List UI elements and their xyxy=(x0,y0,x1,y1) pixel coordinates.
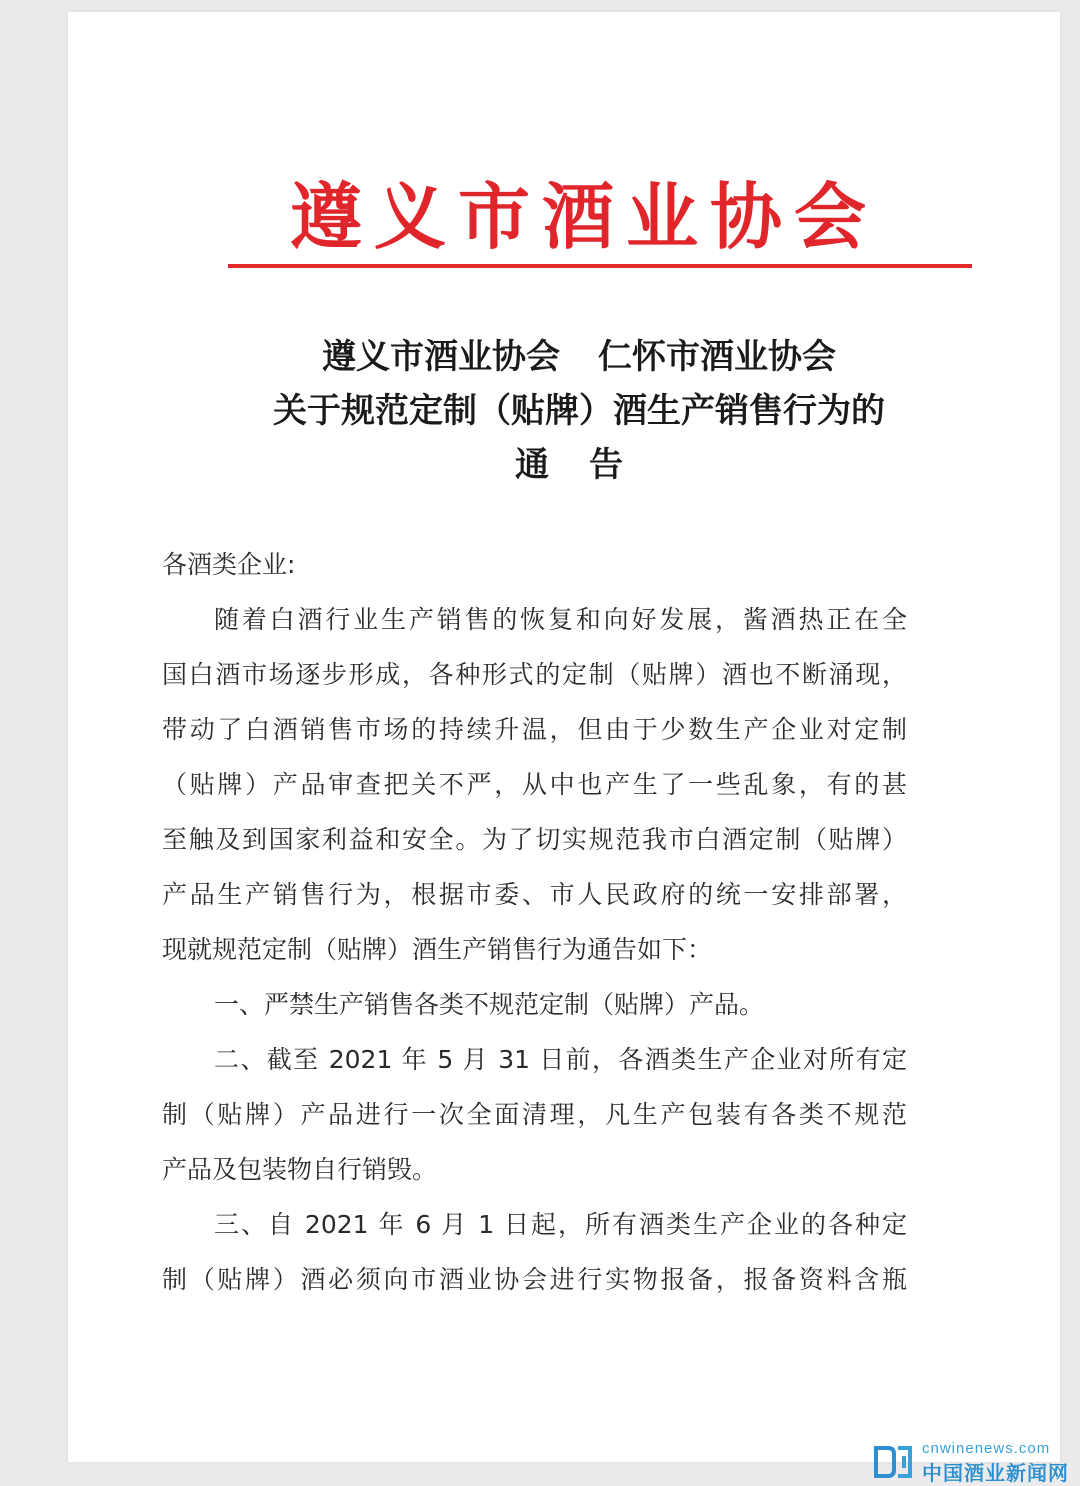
site-watermark xyxy=(872,1440,1078,1484)
notice-body xyxy=(162,545,907,1315)
body-line: 制（贴牌）酒必须向市酒业协会进行实物报备，报备资料含瓶 xyxy=(162,1265,907,1294)
body-line: 二、截至 2021 年 5 月 31 日前，各酒类生产企业对所有定 xyxy=(214,1045,907,1074)
cnwinenews-logo-icon xyxy=(872,1444,916,1480)
body-line: 三、自 2021 年 6 月 1 日起，所有酒类生产企业的各种定 xyxy=(214,1210,907,1239)
body-line: 随着白酒行业生产销售的恢复和向好发展，酱酒热正在全 xyxy=(214,605,907,634)
body-line: 制（贴牌）产品进行一次全面清理，凡生产包装有各类不规范 xyxy=(162,1100,907,1129)
body-line: 产品生产销售行为，根据市委、市人民政府的统一安排部署， xyxy=(162,880,907,909)
letterhead-red-rule xyxy=(228,264,972,268)
title-issuer-2: 仁怀市酒业协会 xyxy=(598,337,836,377)
body-line: 产品及包装物自行销毁。 xyxy=(162,1155,438,1184)
title-issuers xyxy=(98,330,1060,384)
body-line: 至触及到国家利益和安全。为了切实规范我市白酒定制（贴牌） xyxy=(162,825,907,854)
notice-title xyxy=(68,330,1060,492)
title-notice-word: 通告 xyxy=(515,445,663,485)
body-line: 带动了白酒销售市场的持续升温，但由于少数生产企业对定制 xyxy=(162,715,907,744)
title-issuer-1: 遵义市酒业协会 xyxy=(322,337,560,377)
salutation: 各酒类企业: xyxy=(162,550,296,579)
body-line: （贴牌）产品审查把关不严，从中也产生了一些乱象，有的甚 xyxy=(162,770,907,799)
body-line: 国白酒市场逐步形成，各种形式的定制（贴牌）酒也不断涌现， xyxy=(162,660,907,689)
watermark-site-name: 中国酒业新闻网 xyxy=(922,1461,1069,1485)
letterhead-title: 遵义市酒业协会 xyxy=(289,174,878,259)
body-line: 现就规范定制（贴牌）酒生产销售行为通告如下： xyxy=(162,935,713,964)
watermark-url: cnwinenews.com xyxy=(922,1440,1051,1457)
title-subject: 关于规范定制（贴牌）酒生产销售行为的 xyxy=(273,391,885,431)
body-line: 一、严禁生产销售各类不规范定制（贴牌）产品。 xyxy=(214,990,765,1019)
